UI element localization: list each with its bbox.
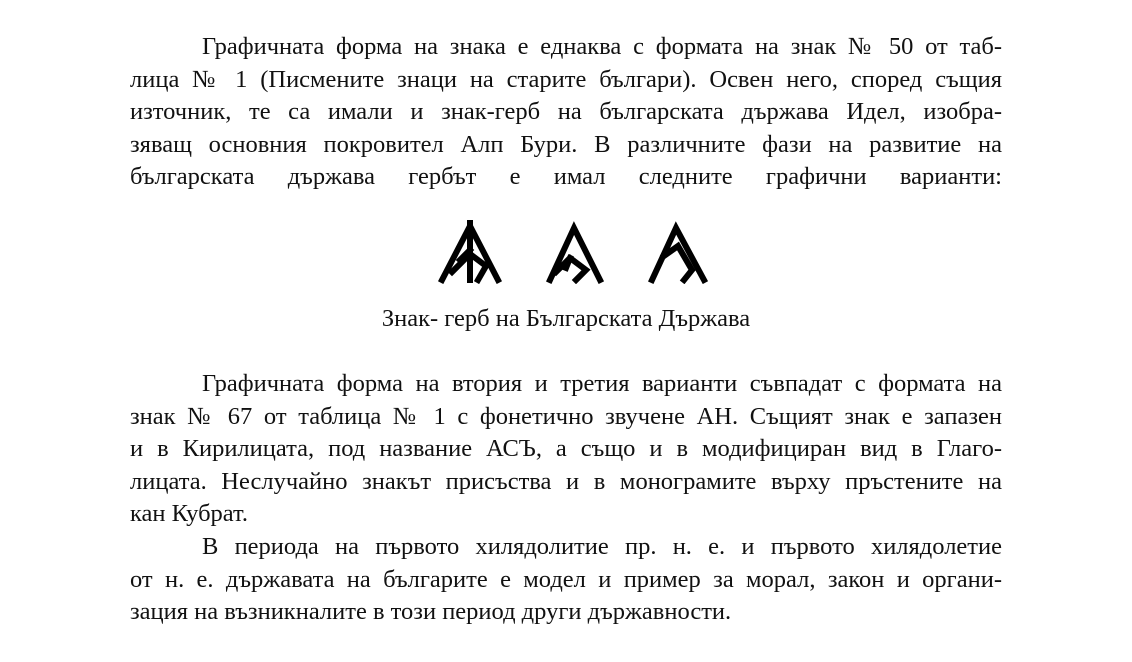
figure-caption: Знак- герб на Българската Държава	[381, 305, 751, 332]
paragraph-line: лица № 1 (Писмените знаци на старите българи). Освен него, според същия	[130, 65, 1002, 93]
paragraph-2	[130, 368, 1002, 531]
paragraph-line: кан Кубрат.	[130, 500, 249, 528]
paragraph-line: Графичната форма на знака е еднаква с формата на знак № 50 от таб-	[202, 33, 1002, 60]
paragraph-line: Графичната форма на втория и третия варианти съвпадат с формата на	[202, 370, 1002, 397]
paragraph-line: В периода на първото хилядолитие пр. н. е. и първото хилядолетие	[202, 533, 1002, 560]
paragraph-1	[130, 31, 1002, 194]
coat-of-arms-variant-3-icon	[648, 220, 708, 284]
coat-of-arms-figure	[430, 220, 720, 292]
paragraph-line: източник, те са имали и знак-герб на българската държава Идел, изобра-	[130, 98, 1002, 126]
paragraph-line: лицата. Неслучайно знакът присъства и в монограмите върху пръстените на	[130, 467, 1002, 495]
paragraph-line: зяващ основния покровител Алп Бури. В различните фази на развитие на	[130, 130, 1002, 158]
paragraph-line: и в Кирилицата, под название АСЪ, а също и в модифициран вид в Глаго-	[130, 435, 1002, 463]
coat-of-arms-variant-1-icon	[438, 220, 502, 284]
paragraph-3	[130, 531, 1002, 629]
paragraph-line: българската държава гербът е имал следните графични варианти:	[130, 163, 1002, 191]
coat-of-arms-variant-2-icon	[546, 220, 604, 284]
paragraph-line: от н. е. държавата на българите е модел и пример за морал, закон и органи-	[130, 565, 1002, 593]
paragraph-line: зация на възникналите в този период други държавности.	[130, 598, 732, 626]
paragraph-line: знак № 67 от таблица № 1 с фонетично звучене АН. Същият знак е запазен	[130, 402, 1002, 430]
